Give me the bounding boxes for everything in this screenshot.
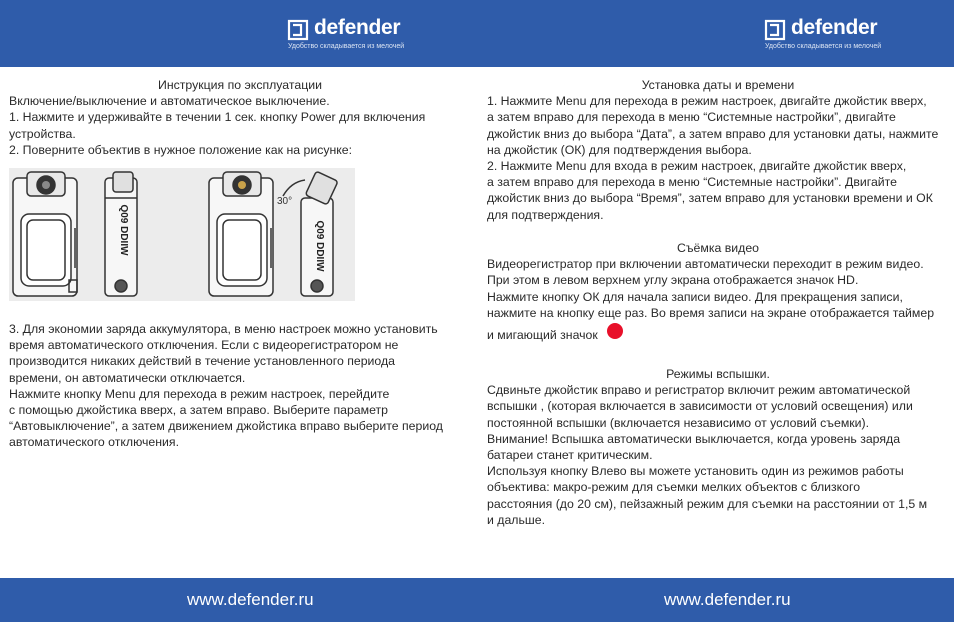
footer-band (0, 578, 954, 622)
flash-section (487, 366, 949, 528)
text-line: “Автовыключение”, а затем движением джойстика вправо выберите период (9, 419, 443, 434)
text-line: Сдвиньте джойстик вправо и регистратор включит режим автоматической (487, 383, 911, 398)
brand-slogan: Удобство складывается из мелочей (765, 43, 882, 50)
website-link-right[interactable]: www.defender.ru (664, 590, 791, 609)
camera-front-view (13, 172, 77, 296)
text-line: Используя кнопку Влево вы можете установить один из режимов работы (487, 464, 904, 479)
brand-name: defender (314, 16, 401, 39)
text-line: расстояния (до 20 см), пейзажный режим для съемки на расстоянии от 1,5 м (487, 496, 928, 511)
text-line: 1. Нажмите и удерживайте в течении 1 сек. кнопку Power для включения (9, 110, 426, 125)
header-band (0, 0, 954, 67)
brand-slogan: Удобство складывается из мелочей (288, 43, 405, 50)
text-line: времени, он автоматически отключается. (9, 370, 246, 385)
device-model-label: Q09 DDIIW (118, 204, 129, 256)
text-line: джойстик вниз до выбора “Дата”, а затем вправо для установки даты, нажмите (487, 126, 939, 141)
text-line: батареи станет критическим. (487, 448, 653, 463)
video-title: Съёмка видео (676, 241, 760, 255)
text-line: 3. Для экономии заряда аккумулятора, в меню настроек можно установить (9, 322, 438, 336)
text-fragment: и мигающий значок (487, 328, 598, 343)
text-line: Видеорегистратор при включении автоматически переходит в режим видео. (487, 257, 924, 272)
text-line: При этом в левом верхнем углу экрана отображается значок HD. (487, 273, 859, 288)
brand-logo-right (763, 17, 903, 57)
text-line-with-icon (487, 327, 949, 344)
text-line: джойстик вниз до выбора “Время”, затем вправо для установки времени и ОК (487, 191, 933, 206)
text-line: автоматического отключения. (9, 435, 180, 450)
text-line: 2. Поверните объектив в нужное положение как на рисунке: (9, 142, 353, 157)
text-line: и дальше. (487, 512, 546, 527)
right-column (487, 77, 949, 223)
video-section (487, 240, 949, 344)
text-line: время автоматического отключения. Если с видеорегистратором не (9, 338, 399, 353)
device-model-label: Q09 DDIIW (314, 220, 325, 272)
rotation-angle-label: 30° (277, 196, 293, 207)
website-link-left[interactable]: www.defender.ru (187, 590, 314, 609)
text-line: Нажмите кнопку ОК для начала записи видео. Для прекращения записи, (487, 289, 903, 304)
text-line: а затем вправо для перехода в меню “Системные настройки”, двигайте (487, 110, 896, 125)
brand-logo-left (286, 17, 426, 57)
left-column-continued (9, 321, 471, 451)
camera-side-view-tilted (283, 171, 338, 296)
text-line: устройства. (9, 126, 76, 141)
instruction-title: Инструкция по эксплуатации (157, 78, 322, 92)
date-time-title: Установка даты и времени (641, 78, 795, 92)
text-line: объектива: макро-режим для съемки мелких объектов с близкого (487, 480, 861, 495)
record-indicator-icon (607, 323, 623, 339)
text-line: 1. Нажмите Menu для перехода в режим настроек, двигайте джойстик вверх, (487, 94, 927, 109)
text-line: с помощью джойстика вверх, а затем вправо. Выберите параметр (9, 403, 389, 418)
text-line: для подтверждения. (487, 207, 604, 222)
text-line: 2. Нажмите Menu для входа в режим настроек, двигайте джойстик вверх, (487, 159, 907, 174)
text-line: Нажмите кнопку Menu для перехода в режим настроек, перейдите (9, 386, 390, 401)
left-column (9, 77, 471, 158)
text-line: Включение/выключение и автоматическое выключение. (9, 94, 330, 109)
device-illustration (9, 168, 355, 301)
text-line: Внимание! Вспышка автоматически выключается, когда уровень заряда (487, 431, 901, 446)
text-line: а затем вправо для перехода в меню “Системные настройки”. Двигайте (487, 175, 897, 190)
text-line: нажмите на кнопку еще раз. Во время записи на экране отображается таймер (487, 305, 935, 320)
camera-front-view-rotated (209, 172, 273, 296)
flash-title: Режимы вспышки. (666, 367, 770, 381)
defender-logo-icon (763, 18, 787, 42)
text-line: на джойстик (ОК) для подтверждения выбора. (487, 142, 752, 157)
text-line: постоянной вспышки (включается независимо от условий съемки). (487, 415, 870, 430)
defender-logo-icon (286, 18, 310, 42)
camera-drawings (9, 168, 355, 301)
text-line: вспышки , (которая включается в зависимости от условий освещения) или (487, 399, 913, 414)
text-line: производится никаких действий в течение установленного периода (9, 354, 395, 369)
brand-name: defender (791, 16, 878, 39)
